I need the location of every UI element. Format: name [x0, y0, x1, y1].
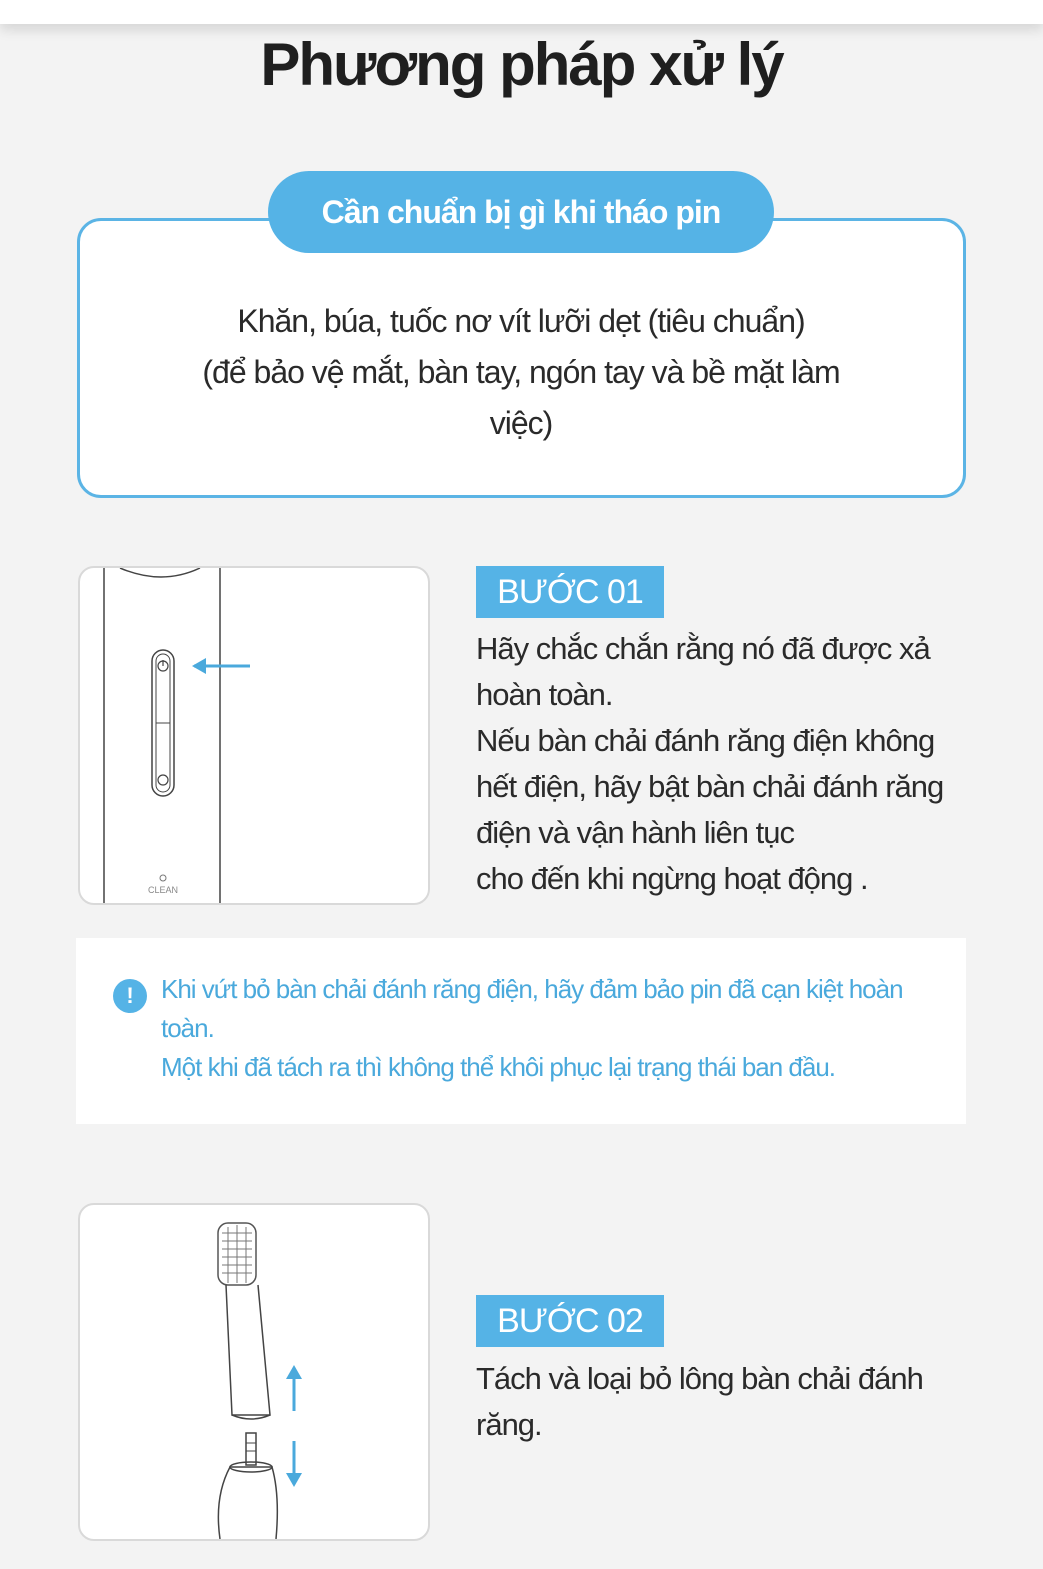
step-02-line: Tách và loại bỏ lông bàn chải đánh [476, 1361, 923, 1396]
step-01-badge: BƯỚC 01 [476, 566, 664, 618]
step-01-line: Hãy chắc chắn rằng nó đã được xả [476, 631, 930, 666]
step-01-line: hoàn toàn. [476, 677, 613, 712]
warning-icon: ! [113, 979, 147, 1013]
step-01-text [476, 626, 986, 902]
step-02-line: răng. [476, 1407, 542, 1442]
toothbrush-handle-icon [80, 568, 428, 903]
notice-line: Một khi đã tách ra thì không thể khôi phục lại trạng thái ban đầu. [161, 1052, 836, 1082]
step-01-line: Nếu bàn chải đánh răng điện không [476, 723, 935, 758]
preparation-heading: Cần chuẩn bị gì khi tháo pin [268, 171, 774, 253]
step-01-line: hết điện, hãy bật bàn chải đánh răng [476, 769, 944, 804]
top-bar [0, 0, 1043, 24]
clean-label: CLEAN [147, 885, 179, 895]
preparation-line: việc) [489, 405, 553, 441]
preparation-line: Khăn, búa, tuốc nơ vít lưỡi dẹt (tiêu chuẩn) [237, 303, 805, 339]
step-02-badge: BƯỚC 02 [476, 1295, 664, 1347]
notice-line: toàn. [161, 1013, 214, 1043]
notice-line: Khi vứt bỏ bàn chải đánh răng điện, hãy đảm bảo pin đã cạn kiệt hoàn [161, 974, 903, 1004]
step-01-line: cho đến khi ngừng hoạt động . [476, 861, 868, 896]
step-01-line: điện và vận hành liên tục [476, 815, 794, 850]
step-02-text [476, 1356, 986, 1448]
notice-text [161, 970, 956, 1087]
step-01-illustration [78, 566, 430, 905]
page-title: Phương pháp xử lý [260, 31, 783, 98]
preparation-line: (để bảo vệ mắt, bàn tay, ngón tay và bề mặt làm [202, 354, 840, 390]
brush-head-icon [80, 1205, 428, 1539]
preparation-text [150, 296, 892, 449]
step-02-illustration [78, 1203, 430, 1541]
